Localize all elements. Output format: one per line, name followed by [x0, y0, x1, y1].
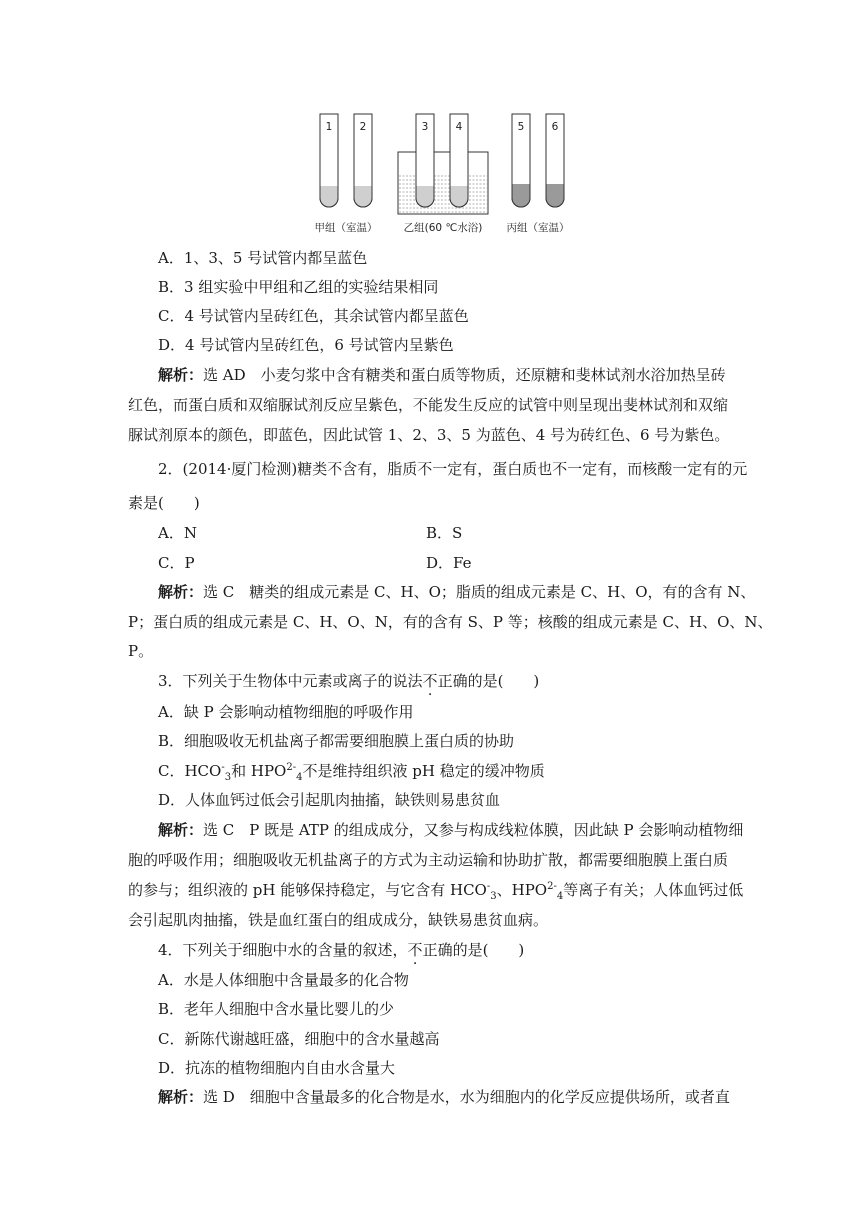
q3-stem: [158, 671, 768, 691]
q3-explanation-line-4: 会引起肌肉抽搐，铁是血红蛋白的组成成分，缺铁易患贫血病。: [128, 911, 549, 929]
q1-option-d: D．4 号试管内呈砖红色，6 号试管内呈紫色: [158, 336, 454, 354]
q2-option-a: A．N: [158, 524, 197, 542]
q3-expl-3c: 等离子有关；人体血钙过低: [563, 881, 744, 899]
q3-optc-text-b: 和 HPO: [231, 762, 287, 780]
explanation-label: 解析：: [158, 1088, 204, 1106]
q3-optc-text-a: C．HCO: [158, 762, 222, 780]
explanation-label: 解析：: [158, 583, 204, 601]
q4-explanation-line-1: [158, 1087, 768, 1107]
q4-option-a: A．水是人体细胞中含量最多的化合物: [158, 971, 409, 989]
q3-expl-sup-2: 2-: [547, 881, 557, 892]
q1-explanation-line-2: 红色，而蛋白质和双缩脲试剂反应呈紫色，不能发生反应的试管中则呈现出斐林试剂和双缩: [128, 396, 729, 414]
q3-expl-sub-1: 3: [490, 891, 497, 902]
q2-option-b: B．S: [426, 524, 463, 542]
water-bath: [398, 152, 488, 214]
tube-number-5: 5: [517, 121, 525, 133]
tube-number-4: 4: [455, 121, 463, 133]
explanation-label: 解析：: [158, 366, 204, 384]
q4-option-c: C．新陈代谢越旺盛，细胞中的含水量越高: [158, 1030, 440, 1048]
q1-option-b: B．3 组实验中甲组和乙组的实验结果相同: [158, 278, 439, 296]
q2-expl-text-1: 选 C 糖类的组成元素是 C、H、O；脂质的组成元素是 C、H、O，有的含有 N、: [203, 583, 756, 601]
q1-explanation-line-3: 脲试剂原本的颜色，即蓝色，因此试管 1、2、3、5 为蓝色、4 号为砖红色、6 号为紫色。: [128, 426, 730, 444]
group-label-bing: 丙组（室温）: [506, 222, 570, 234]
q3-optc-sub-1: 3: [224, 772, 232, 783]
q1-expl-text-1: 选 AD 小麦匀浆中含有糖类和蛋白质等物质，还原糖和斐林试剂水浴加热呈砖: [203, 366, 726, 384]
q4-expl-text-1: 选 D 细胞中含量最多的化合物是水，水为细胞内的化学反应提供场所，或者直: [203, 1088, 730, 1106]
test-tube-2: [354, 114, 372, 207]
q3-stem-post: 正确的是( ): [437, 672, 540, 690]
q1-explanation-line-1: [158, 365, 768, 385]
test-tube-6: [546, 114, 564, 207]
q3-explanation-line-3: [128, 880, 744, 902]
q2-explanation-line-3: P。: [128, 642, 154, 660]
q2-option-d: D．Fe: [426, 554, 472, 572]
q3-option-d: D．人体血钙过低会引起肌肉抽搐，缺铁则易患贫血: [158, 791, 501, 809]
q3-optc-sup-1: -: [221, 762, 225, 773]
test-tube-5: [512, 114, 530, 207]
q1-option-c: C．4 号试管内呈砖红色，其余试管内都呈蓝色: [158, 307, 469, 325]
test-tube-1: [320, 114, 338, 207]
tube-number-3: 3: [421, 121, 429, 133]
q4-option-b: B．老年人细胞中含水量比婴儿的少: [158, 1000, 395, 1018]
tube-number-1: 1: [325, 121, 333, 133]
q3-expl-sub-2: 4: [556, 891, 564, 902]
test-tube-figure: [310, 110, 600, 240]
q3-expl-sup-1: -: [486, 881, 491, 892]
q1-option-a: A．1、3、5 号试管内都呈蓝色: [158, 249, 368, 267]
q3-expl-3a: 的参与；组织液的 pH 能够保持稳定，与它含有 HCO: [128, 881, 487, 899]
q4-stem: [158, 940, 768, 960]
explanation-label: 解析：: [158, 821, 204, 839]
q3-optc-sup-2: 2-: [286, 762, 297, 773]
q2-explanation-line-1: [158, 582, 768, 602]
q3-emphasis-not: 不: [422, 672, 438, 690]
q4-stem-pre: 4．下列关于细胞中水的含量的叙述，: [158, 941, 408, 959]
group-label-yi: 乙组(60 ℃水浴): [403, 222, 483, 234]
q3-expl-text-1: 选 C P 既是 ATP 的组成成分，又参与构成线粒体膜，因此缺 P 会影响动植物细: [203, 821, 744, 839]
q3-explanation-line-1: [158, 820, 768, 840]
tube-number-6: 6: [551, 121, 559, 133]
q2-explanation-line-2: P；蛋白质的组成元素是 C、H、O、N，有的含有 S、P 等；核酸的组成元素是 C、H、O、N、: [128, 613, 773, 631]
q3-optc-sub-2: 4: [296, 772, 303, 783]
tube-number-2: 2: [359, 121, 367, 133]
q2-option-c: C．P: [158, 554, 195, 572]
q3-stem-pre: 3．下列关于生物体中元素或离子的说法: [158, 672, 423, 690]
q3-option-b: B．细胞吸收无机盐离子都需要细胞膜上蛋白质的协助: [158, 732, 515, 750]
q3-optc-text-c: 不是维持组织液 pH 稳定的缓冲物质: [302, 762, 545, 780]
test-tube-4: [450, 114, 468, 207]
water-lines: [399, 176, 487, 212]
q2-stem-line-2: 素是( ): [128, 494, 200, 512]
q4-stem-post: 正确的是( ): [422, 941, 525, 959]
q2-stem-line-1: 2．(2014·厦门检测)糖类不含有，脂质不一定有，蛋白质也不一定有，而核酸一定有的元: [158, 460, 748, 478]
q3-option-a: A．缺 P 会影响动植物细胞的呼吸作用: [158, 703, 414, 721]
q3-explanation-line-2: 胞的呼吸作用；细胞吸收无机盐离子的方式为主动运输和协助扩散，都需要细胞膜上蛋白质: [128, 851, 729, 869]
q4-emphasis-not: 不: [407, 941, 423, 959]
q3-option-c: [158, 761, 768, 781]
q4-option-d: D．抗冻的植物细胞内自由水含量大: [158, 1059, 396, 1077]
group-label-jia: 甲组（室温）: [314, 222, 378, 234]
test-tube-3: [416, 114, 434, 207]
q3-expl-3b: 、HPO: [496, 881, 548, 899]
